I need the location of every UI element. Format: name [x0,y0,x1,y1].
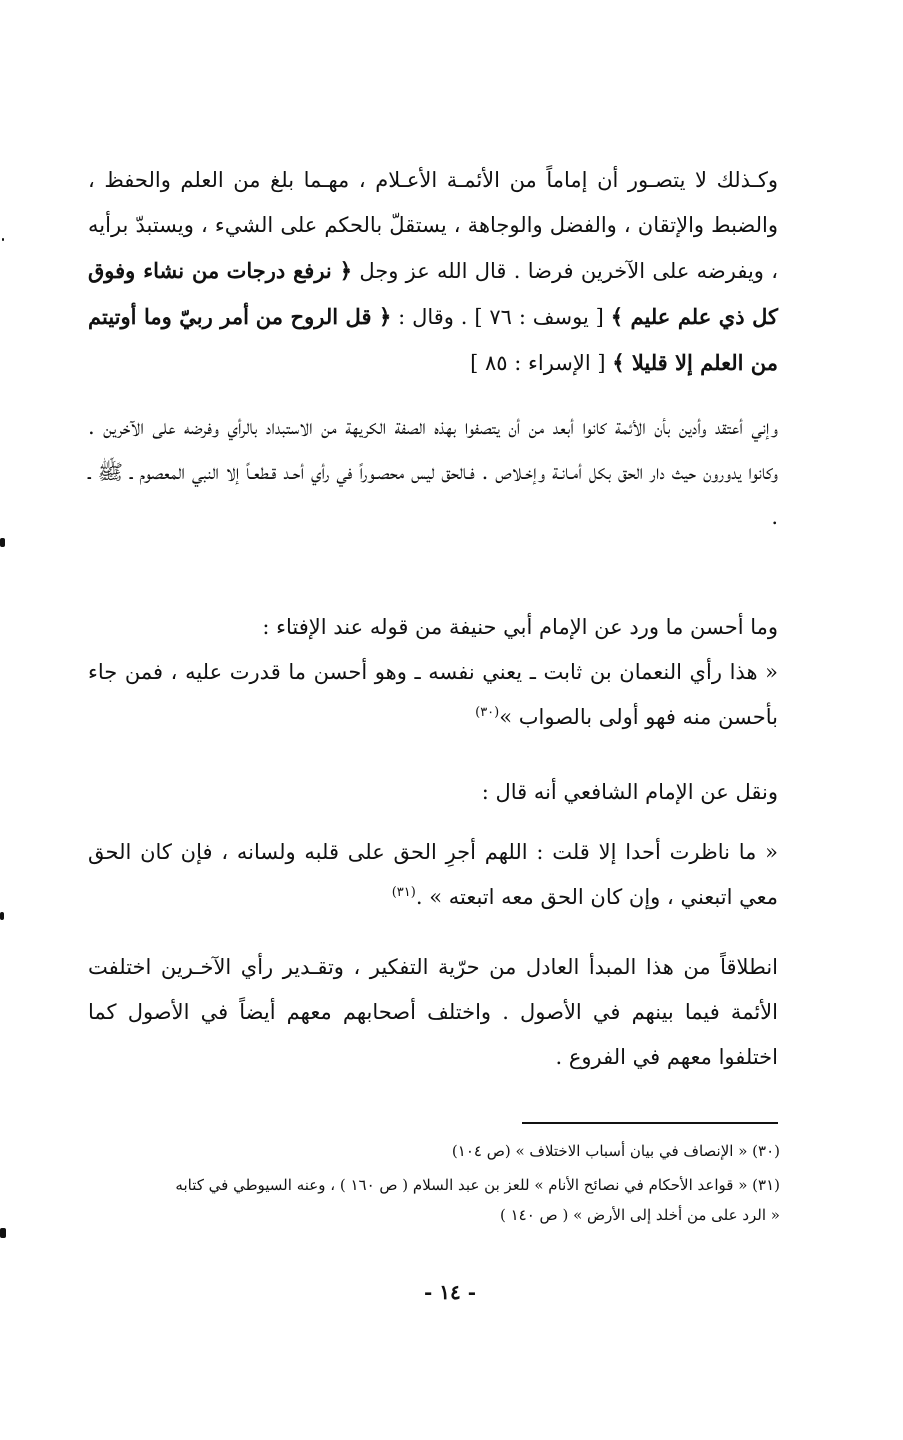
footnote-divider [522,1122,778,1124]
quran-ref-2: [ الإسراء : ٨٥ ] [470,351,606,375]
p2-line-2: من الاستبداد بالرأي وفرضه على الآخرين . وكانوا يدورون حيث دار الحق بكل [88,415,778,484]
footnote-30-text: (٣٠) « الإنصاف في بيان أسباب الاختلاف » (ص ١٠٤) [451,1142,780,1160]
p6-line-1: انطلاقاً من هذا المبدأ العادل من حرّية التفكير ، وتقـدير رأي الآخـرين [160,955,778,979]
p1-line-1: وكـذلك لا يتصـور أن إماماً من الأئمـة الأعـلام ، مهـما بلغ من العلم [180,168,778,192]
paragraph-5 [88,830,778,920]
abu-hanifa-quote-line-2: فمن جاء بأحسن منه فهو أولى بالصواب » [88,660,778,729]
page-number: - ١٤ - [423,1280,476,1304]
p6-line-2: اختلفت الأئمة فيما بينهم في الأصول . واختلف أصحابهم معهم أيضاً في الأصول [88,955,778,1024]
footnote-31-line-2: « الرد على من أخلد إلى الأرض » ( ص ١٤٠ ) [499,1206,780,1224]
shafii-quote-line-2: الحق معي اتبعني ، وإن كان الحق معه اتبعته » . [88,840,778,909]
footnote-ref-30: (٣٠) [475,705,500,720]
p1-line-3: ويستبدّ برأيه ، ويفرضه على الآخرين فرضا . قال الله عز وجل [88,213,778,283]
footnote-ref-31: (٣١) [391,885,416,900]
quran-quote-1-end: من نشاء وفوق كل ذي علم عليم ﴾ [88,258,778,329]
p1-line-2: والحفظ ، والضبط والإتقان ، والفضل والوجاهة ، يستقلّ بالحكم على الشيء ، [88,168,778,237]
scan-mark-left-4 [2,238,4,241]
paragraph-2 [88,405,778,540]
scan-mark-left-1 [0,538,5,547]
quran-quote-1-start: ﴿ نرفع درجات [226,258,353,283]
p2-line-3: أمـانـة وإخـلاص . فـالحق ليس محصـوراً في رأي أحـد قـطعـاً إلا النبي [191,460,582,484]
p2-line-4: المعصوم ـ ﷺ ـ . [88,460,778,529]
shafii-quote-line-1: « ما ناظرت أحدا إلا قلت : اللهم أجرِ الحق على قلبه ولسانه ، فإن كان [140,840,778,864]
p4-line-1: ونقل عن الإمام الشافعي أنه قال : [481,780,778,804]
scan-mark-left-3 [0,1228,6,1238]
paragraph-4 [88,770,778,815]
footnote-31 [88,1170,780,1230]
p2-line-1: وإني أعتقد وأدين بأن الأئمة كانوا أبعد من أن يتصفوا بهذه الصفة الكريهة [345,415,778,439]
footnote-31-line-1: (٣١) « قواعد الأحكام في نصائح الأنام » للعز بن عبد السلام ( ص ١٦٠ ) ، وعنه السيوطي في كتابه [175,1176,780,1194]
quran-ref-1: [ يوسف : ٧٦ ] . وقال : [398,305,604,329]
scan-mark-left-2 [0,912,4,920]
p3-line-1: وما أحسن ما ورد عن الإمام أبي حنيفة من قوله عند الإفتاء : [262,615,778,639]
paragraph-3 [88,605,778,740]
quran-quote-2-start: ﴿ قل الروح من [255,304,392,329]
paragraph-1 [88,158,778,386]
footnote-30 [88,1136,780,1166]
abu-hanifa-quote-line-1: « هذا رأي النعمان بن ثابت ـ يعني نفسه ـ وهو أحسن ما قدرت عليه ، [170,660,778,684]
p6-line-3: كما اختلفوا معهم في الفروع . [88,1000,778,1069]
quran-quote-2-end: أمر ربيّ وما أوتيتم من العلم إلا قليلا ﴾ [88,304,778,375]
paragraph-6 [88,945,778,1080]
